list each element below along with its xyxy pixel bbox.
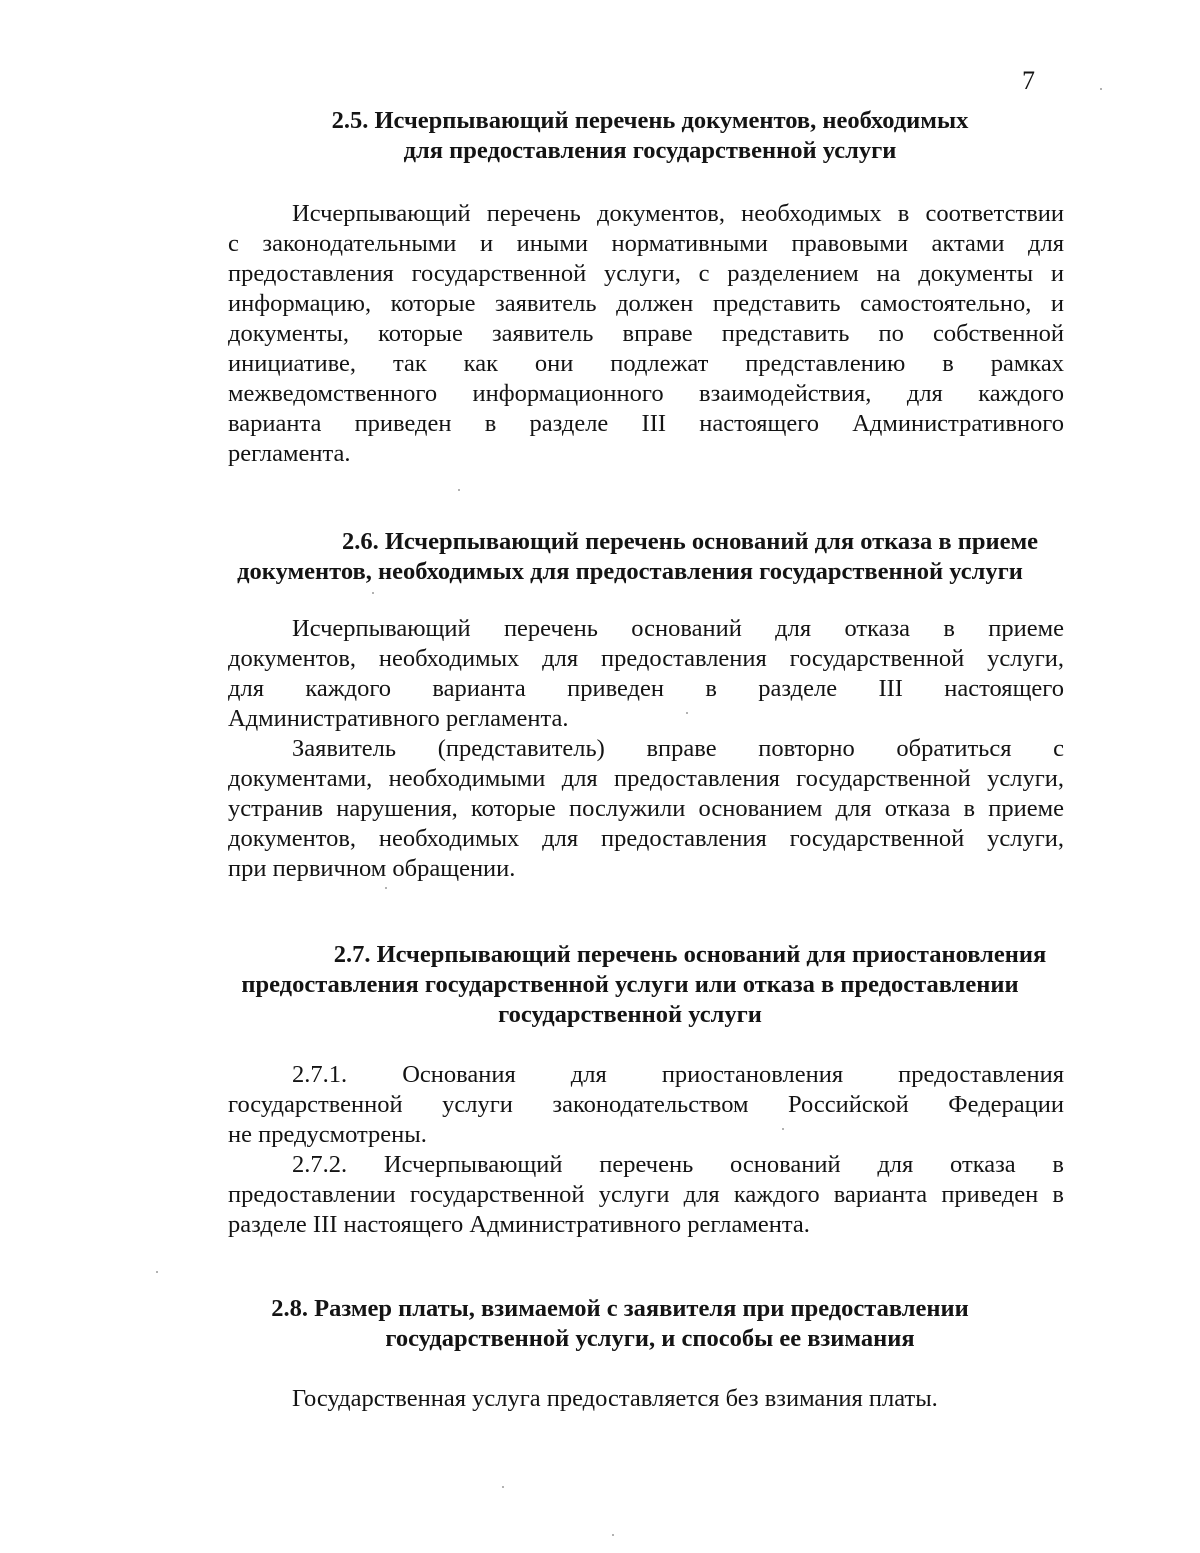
section-heading-2-5 bbox=[240, 106, 1060, 166]
paragraph-2-7-2 bbox=[228, 1150, 1064, 1240]
paragraph-line: регламента. bbox=[228, 440, 351, 467]
paragraph-line: документами, необходимыми для предоставления государственной услуги, bbox=[228, 765, 1064, 792]
scan-speck bbox=[686, 712, 688, 714]
heading-line: 2.7. Исчерпывающий перечень оснований для приостановления bbox=[333, 941, 1047, 968]
heading-line: 2.8. Размер платы, взимаемой с заявителя при предоставлении bbox=[271, 1295, 969, 1322]
paragraph-line: варианта приведен в разделе III настоящего Административного bbox=[228, 410, 1064, 437]
paragraph-line: документов, необходимых для предоставления государственной услуги, bbox=[228, 645, 1064, 672]
scan-speck bbox=[502, 1486, 504, 1488]
scan-speck bbox=[458, 489, 460, 491]
paragraph-line: Исчерпывающий перечень документов, необходимых в соответствии bbox=[292, 200, 1064, 227]
section-heading-2-6 bbox=[200, 527, 1100, 587]
paragraph-line: документов, необходимых для предоставления государственной услуги, bbox=[228, 825, 1064, 852]
scan-speck bbox=[612, 1534, 614, 1536]
scan-speck bbox=[782, 1128, 784, 1130]
paragraph-line: информацию, которые заявитель должен представить самостоятельно, и bbox=[228, 290, 1064, 317]
paragraph-line: для каждого варианта приведен в разделе III настоящего bbox=[228, 675, 1064, 702]
paragraph-line: межведомственного информационного взаимодействия, для каждого bbox=[228, 380, 1064, 407]
paragraph-line: Заявитель (представитель) вправе повторно обратиться с bbox=[292, 735, 1064, 762]
paragraph-2-6-2 bbox=[228, 734, 1064, 884]
heading-line: 2.6. Исчерпывающий перечень оснований для отказа в приеме bbox=[341, 528, 1039, 555]
paragraph-2-8 bbox=[228, 1384, 1064, 1414]
scan-speck bbox=[156, 1271, 158, 1273]
paragraph-line: с законодательными и иными нормативными правовыми актами для bbox=[228, 230, 1064, 257]
scan-speck bbox=[1100, 88, 1102, 90]
heading-line: государственной услуги bbox=[498, 1001, 762, 1028]
heading-line: 2.5. Исчерпывающий перечень документов, необходимых bbox=[331, 107, 969, 134]
paragraph-line: документы, которые заявитель вправе представить по собственной bbox=[228, 320, 1064, 347]
scan-speck bbox=[372, 592, 374, 594]
heading-line: для предоставления государственной услуги bbox=[403, 137, 897, 164]
paragraph-line: 2.7.1. Основания для приостановления предоставления bbox=[292, 1061, 1064, 1088]
page-number: 7 bbox=[1022, 66, 1035, 95]
paragraph-line: предоставлении государственной услуги для каждого варианта приведен в bbox=[228, 1181, 1064, 1208]
section-heading-2-8 bbox=[240, 1294, 1060, 1354]
section-heading-2-7 bbox=[200, 940, 1100, 1030]
paragraph-line: не предусмотрены. bbox=[228, 1121, 427, 1148]
paragraph-line: Исчерпывающий перечень оснований для отказа в приеме bbox=[292, 615, 1064, 642]
paragraph-2-6-1 bbox=[228, 614, 1064, 734]
heading-line: предоставления государственной услуги или отказа в предоставлении bbox=[241, 971, 1019, 998]
paragraph-line: Государственная услуга предоставляется без взимания платы. bbox=[292, 1385, 938, 1412]
paragraph-line: инициативе, так как они подлежат представлению в рамках bbox=[228, 350, 1064, 377]
paragraph-line: предоставления государственной услуги, с разделением на документы и bbox=[228, 260, 1064, 287]
paragraph-line: Административного регламента. bbox=[228, 705, 569, 732]
paragraph-line: разделе III настоящего Административного регламента. bbox=[228, 1211, 810, 1238]
paragraph-line: устранив нарушения, которые послужили основанием для отказа в приеме bbox=[228, 795, 1064, 822]
paragraph-line: государственной услуги законодательством Российской Федерации bbox=[228, 1091, 1064, 1118]
paragraph-2-7-1 bbox=[228, 1060, 1064, 1150]
paragraph-2-5 bbox=[228, 199, 1064, 469]
heading-line: государственной услуги, и способы ее взимания bbox=[385, 1325, 915, 1352]
scan-speck bbox=[385, 887, 387, 889]
heading-line: документов, необходимых для предоставления государственной услуги bbox=[237, 558, 1023, 585]
paragraph-line: при первичном обращении. bbox=[228, 855, 516, 882]
paragraph-line: 2.7.2. Исчерпывающий перечень оснований для отказа в bbox=[292, 1151, 1064, 1178]
